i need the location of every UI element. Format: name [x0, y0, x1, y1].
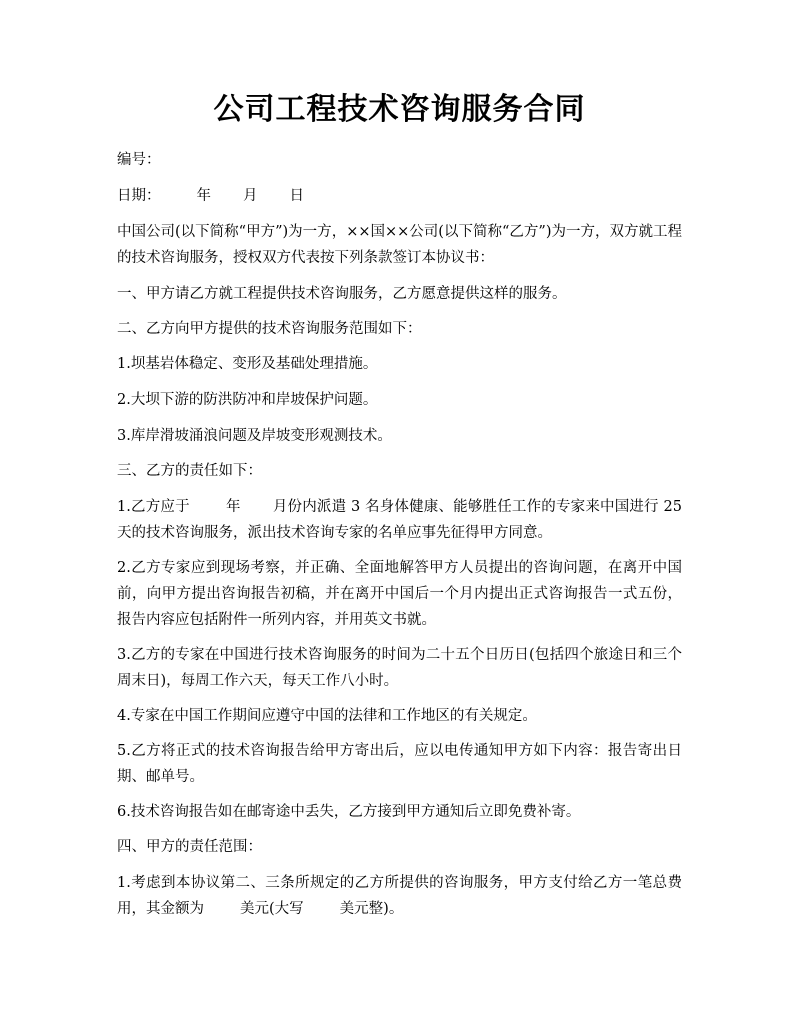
intro-paragraph: 中国公司(以下简称“甲方”)为一方，××国××公司(以下简称“乙方”)为一方，双方就工程的技术咨询服务，授权双方代表按下列条款签订本协议书： [117, 224, 682, 266]
contract-date [117, 183, 682, 209]
date-day: 日 [289, 188, 304, 204]
article-3-heading: 三、乙方的责任如下： [117, 463, 262, 479]
contract-number [117, 147, 682, 173]
article-3-item-4: 4.专家在中国工作期间应遵守中国的法律和工作地区的有关规定。 [117, 708, 537, 724]
article-3-item-1-rest: 月份内派遣 3 名身体健康、能够胜任工作的专家来中国进行 25 天的技术咨询服务，派出技术咨询专家的名单应事先征得甲方同意。 [117, 499, 682, 541]
date-month: 月 [243, 188, 258, 204]
article-3-item-3: 3.乙方的专家在中国进行技术咨询服务的时间为二十五个日历日(包括四个旅途日和三个周末日)，每周工作六天，每天工作八小时。 [117, 647, 682, 689]
document-title: 公司工程技术咨询服务合同 [213, 92, 586, 127]
article-4-item-1-usd: 美元(大写 [240, 901, 304, 917]
date-year: 年 [196, 188, 211, 204]
article-3-item-1-start: 1.乙方应于 [117, 499, 190, 515]
article-2-item-2: 2.大坝下游的防洪防冲和岸坡保护问题。 [117, 392, 378, 408]
article-2-item-1: 1.坝基岩体稳定、变形及基础处理措施。 [117, 356, 378, 372]
article-2-item-3: 3.库岸滑坡涌浪问题及岸坡变形观测技术。 [117, 428, 392, 444]
article-4-item-1-end: 美元整)。 [339, 901, 404, 917]
article-3-item-5: 5.乙方将正式的技术咨询报告给甲方寄出后，应以电传通知甲方如下内容：报告寄出日期、邮单号。 [117, 743, 682, 785]
article-1: 一、甲方请乙方就工程提供技术咨询服务，乙方愿意提供这样的服务。 [117, 286, 567, 302]
article-2-heading: 二、乙方向甲方提供的技术咨询服务范围如下： [117, 321, 422, 337]
article-4-item-1-start: 1.考虑到本协议第二、三条所规定的乙方所提供的咨询服务，甲方支付给乙方一笔总费用，其金额为 [117, 875, 682, 917]
date-label: 日期： [117, 188, 161, 204]
article-3-item-1-year: 年 [225, 499, 241, 515]
article-3-item-1 [117, 494, 682, 546]
article-3-item-2: 2.乙方专家应到现场考察，并正确、全面地解答甲方人员提出的咨询问题，在离开中国前，向甲方提出咨询报告初稿，并在离开中国后一个月内提出正式咨询报告一式五份，报告内容应包括附件一所列内容，并用英文书就。 [117, 560, 682, 628]
number-label: 编号： [117, 152, 161, 168]
article-4-item-1 [117, 870, 682, 922]
article-4-heading: 四、甲方的责任范围： [117, 839, 262, 855]
article-3-item-6: 6.技术咨询报告如在邮寄途中丢失，乙方接到甲方通知后立即免费补寄。 [117, 804, 581, 820]
